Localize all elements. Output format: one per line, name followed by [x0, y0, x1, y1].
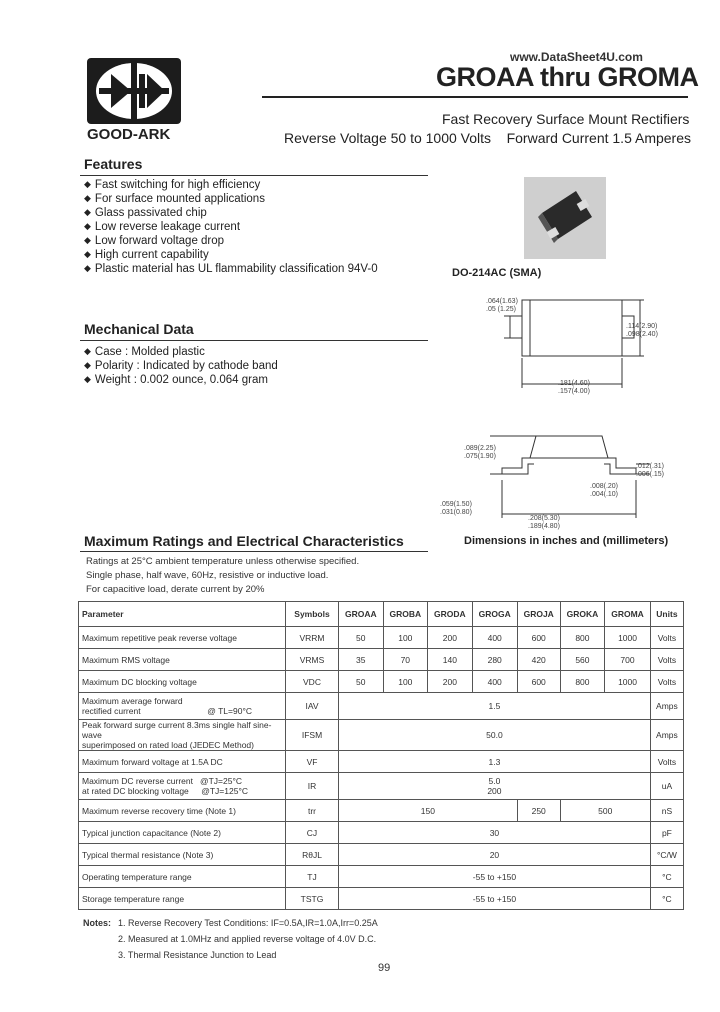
subtitle-line2: Reverse Voltage 50 to 1000 Volts Forward Current 1.5 Amperes — [284, 130, 691, 146]
dim-f1: .008(.20) — [590, 483, 619, 490]
condition-text: @TJ=125°C — [201, 786, 248, 796]
value-cell: 250 — [517, 800, 560, 822]
top-view-dims — [470, 280, 680, 420]
list-item: ◆ Glass passivated chip — [84, 206, 378, 220]
table-row — [79, 822, 684, 844]
list-item: ◆ High current capability — [84, 248, 378, 262]
value-cell — [339, 773, 651, 800]
dim-g1: .059(1.50) — [440, 501, 472, 508]
param-text: Maximum DC reverse current — [82, 776, 193, 786]
title-divider — [262, 96, 688, 98]
dim-d2: .075(1.90) — [464, 453, 496, 460]
table-header: GRODA — [428, 602, 473, 627]
value-cell: 200 — [428, 671, 473, 693]
value-cell: 1000 — [605, 671, 651, 693]
list-item: ◆ Case : Molded plastic — [84, 345, 278, 359]
brand-name: GOOD-ARK — [87, 126, 171, 143]
value-cell: 100 — [383, 671, 428, 693]
value-cell: 420 — [517, 649, 560, 671]
value-cell: 500 — [560, 800, 650, 822]
value-cell: 20 — [339, 844, 651, 866]
symbol-cell: IAV — [286, 693, 339, 720]
list-item: ◆ Low reverse leakage current — [84, 220, 378, 234]
unit-cell: uA — [650, 773, 683, 800]
symbol-cell: VF — [286, 751, 339, 773]
param-text: at rated DC blocking voltage — [82, 786, 189, 796]
param-cell: Operating temperature range — [79, 866, 286, 888]
note-item: 2. Measured at 1.0MHz and applied reverse voltage of 4.0V D.C. — [118, 934, 377, 944]
table-header: GROBA — [383, 602, 428, 627]
dim-e2: .006(.15) — [636, 471, 665, 478]
dim-c2: .157(4.00) — [558, 388, 590, 395]
package-label: DO-214AC (SMA) — [452, 267, 542, 279]
param-line: Maximum average forward — [82, 696, 183, 706]
value-cell: 560 — [560, 649, 605, 671]
condition-line: For capacitive load, derate current by 20% — [86, 584, 265, 595]
unit-cell: Amps — [650, 693, 683, 720]
value-cell: 1.5 — [339, 693, 651, 720]
table-header-row — [79, 602, 684, 627]
param-cell — [79, 693, 286, 720]
symbol-cell: VRMS — [286, 649, 339, 671]
condition-text: @ TL=90°C — [207, 706, 252, 716]
param-cell — [79, 720, 286, 751]
table-header: GROMA — [605, 602, 651, 627]
features-heading: Features — [84, 156, 143, 172]
ratings-divider — [80, 551, 428, 552]
param-line: Peak forward surge current 8.3ms single half sine-wave — [82, 720, 272, 740]
condition-line: Single phase, half wave, 60Hz, resistive or inductive load. — [86, 570, 329, 581]
package-photo — [524, 177, 606, 259]
unit-cell: °C/W — [650, 844, 683, 866]
features-list — [84, 178, 378, 276]
value-cell: 30 — [339, 822, 651, 844]
value-cell: 50 — [339, 627, 384, 649]
value-cell: 1000 — [605, 627, 651, 649]
unit-cell: Volts — [650, 649, 683, 671]
value-cell: 700 — [605, 649, 651, 671]
value-cell: 600 — [517, 627, 560, 649]
note-item: 3. Thermal Resistance Junction to Lead — [118, 950, 277, 960]
symbol-cell: RθJL — [286, 844, 339, 866]
table-row — [79, 773, 684, 800]
symbol-cell: IR — [286, 773, 339, 800]
company-logo — [87, 58, 181, 124]
dim-b2: .098(2.40) — [626, 331, 658, 338]
param-cell: Maximum forward voltage at 1.5A DC — [79, 751, 286, 773]
page-title: GROAA thru GROMA — [436, 62, 699, 92]
value-cell: 35 — [339, 649, 384, 671]
unit-cell: Volts — [650, 751, 683, 773]
table-row — [79, 866, 684, 888]
value-cell: 200 — [428, 627, 473, 649]
param-cell: Maximum repetitive peak reverse voltage — [79, 627, 286, 649]
ratings-heading: Maximum Ratings and Electrical Characteristics — [84, 533, 404, 549]
dim-a2: .05 (1.25) — [486, 306, 516, 313]
dim-a1: .064(1.63) — [486, 298, 518, 305]
list-item: ◆ Weight : 0.002 ounce, 0.064 gram — [84, 373, 278, 387]
symbol-cell: CJ — [286, 822, 339, 844]
side-view-dims — [440, 430, 680, 530]
value-cell: 800 — [560, 671, 605, 693]
unit-cell: Amps — [650, 720, 683, 751]
value-cell: 100 — [383, 627, 428, 649]
value-cell: 150 — [339, 800, 518, 822]
param-line: superimposed on rated load (JEDEC Method) — [82, 740, 254, 750]
param-line — [82, 786, 282, 796]
list-item: ◆ Polarity : Indicated by cathode band — [84, 359, 278, 373]
value-cell: 140 — [428, 649, 473, 671]
ratings-table — [78, 601, 684, 910]
unit-cell: nS — [650, 800, 683, 822]
notes-label: Notes: — [83, 918, 112, 928]
table-header: GROJA — [517, 602, 560, 627]
symbol-cell: trr — [286, 800, 339, 822]
list-item: ◆ Low forward voltage drop — [84, 234, 378, 248]
param-cell: Storage temperature range — [79, 888, 286, 910]
table-row — [79, 800, 684, 822]
symbol-cell: VDC — [286, 671, 339, 693]
page-number: 99 — [378, 962, 391, 974]
unit-cell: Volts — [650, 627, 683, 649]
mechanical-heading: Mechanical Data — [84, 321, 194, 337]
value-cell: 800 — [560, 627, 605, 649]
table-header: GROGA — [472, 602, 517, 627]
table-header: Units — [650, 602, 683, 627]
table-row — [79, 649, 684, 671]
unit-cell: Volts — [650, 671, 683, 693]
symbol-cell: IFSM — [286, 720, 339, 751]
table-header: GROKA — [560, 602, 605, 627]
symbol-cell: TJ — [286, 866, 339, 888]
mechanical-list — [84, 345, 278, 387]
param-cell: Typical junction capacitance (Note 2) — [79, 822, 286, 844]
value-cell: -55 to +150 — [339, 888, 651, 910]
dim-e1: .012(.31) — [636, 463, 665, 470]
param-line — [82, 776, 282, 786]
diode-logo-icon — [87, 58, 181, 124]
table-header: GROAA — [339, 602, 384, 627]
param-cell: Maximum RMS voltage — [79, 649, 286, 671]
note-item: 1. Reverse Recovery Test Conditions: IF=0.5A,IR=1.0A,Irr=0.25A — [118, 918, 378, 928]
table-row — [79, 627, 684, 649]
condition-line: Ratings at 25°C ambient temperature unless otherwise specified. — [86, 556, 360, 567]
param-cell — [79, 773, 286, 800]
value-cell: 70 — [383, 649, 428, 671]
dim-g2: .031(0.80) — [440, 509, 472, 516]
list-item: ◆ Fast switching for high efficiency — [84, 178, 378, 192]
table-row — [79, 693, 684, 720]
mechanical-divider — [80, 340, 428, 341]
param-cell: Maximum reverse recovery time (Note 1) — [79, 800, 286, 822]
table-header: Symbols — [286, 602, 339, 627]
unit-cell: °C — [650, 866, 683, 888]
unit-cell: pF — [650, 822, 683, 844]
watermark-text: www.DataSheet4U.com — [510, 50, 643, 64]
value-cell: 50 — [339, 671, 384, 693]
value-cell: 50.0 — [339, 720, 651, 751]
table-row — [79, 671, 684, 693]
param-cell: Typical thermal resistance (Note 3) — [79, 844, 286, 866]
dim-f2: .004(.10) — [590, 491, 619, 498]
sma-package-icon — [524, 177, 606, 259]
value-line: 5.0 — [488, 776, 501, 786]
table-row — [79, 720, 684, 751]
dim-b1: .114(2.90) — [626, 323, 658, 330]
list-item: ◆ For surface mounted applications — [84, 192, 378, 206]
features-divider — [80, 175, 428, 176]
table-row — [79, 844, 684, 866]
list-item: ◆ Plastic material has UL flammability classification 94V-0 — [84, 262, 378, 276]
value-cell: 400 — [472, 671, 517, 693]
dim-h1: .208(5.30) — [528, 515, 560, 522]
param-line — [82, 706, 282, 716]
value-cell: -55 to +150 — [339, 866, 651, 888]
value-cell: 1.3 — [339, 751, 651, 773]
subtitle-line1: Fast Recovery Surface Mount Rectifiers — [442, 111, 690, 127]
dim-c1: .181(4.60) — [558, 380, 590, 387]
table-row — [79, 888, 684, 910]
dim-h2: .189(4.80) — [528, 523, 560, 530]
symbol-cell: VRRM — [286, 627, 339, 649]
param-text: rectified current — [82, 706, 141, 716]
table-row — [79, 751, 684, 773]
value-cell: 280 — [472, 649, 517, 671]
dim-d1: .089(2.25) — [464, 445, 496, 452]
value-cell: 600 — [517, 671, 560, 693]
table-header: Parameter — [79, 602, 286, 627]
notes-block — [83, 915, 378, 963]
symbol-cell: TSTG — [286, 888, 339, 910]
unit-cell: °C — [650, 888, 683, 910]
param-cell: Maximum DC blocking voltage — [79, 671, 286, 693]
dimensions-caption: Dimensions in inches and (millimeters) — [464, 535, 669, 547]
value-line: 200 — [487, 786, 502, 796]
value-cell: 400 — [472, 627, 517, 649]
condition-text: @TJ=25°C — [199, 776, 242, 786]
